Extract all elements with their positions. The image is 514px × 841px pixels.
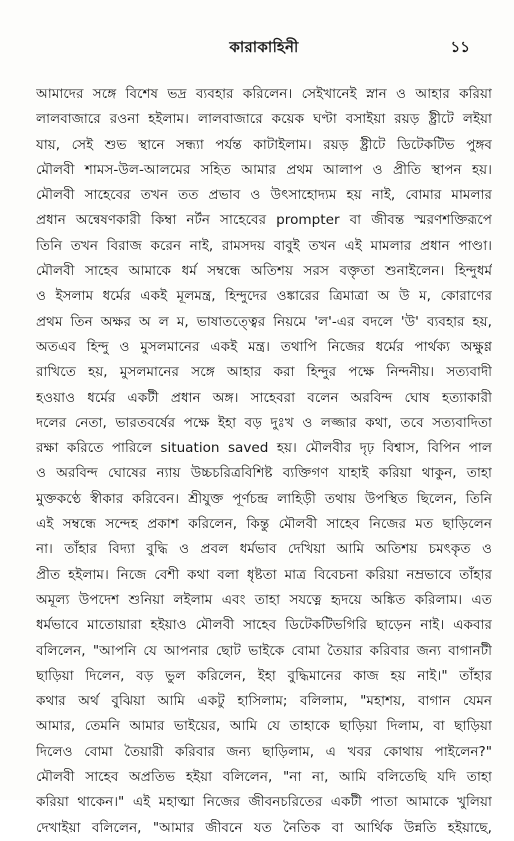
text-line: রক্ষা করিতে পারিলে situation saved হয়। মৌলবীর দৃঢ় বিশ্বাস, বিপিন পাল bbox=[36, 440, 492, 457]
text-line: দলের নেতা, ভারতবর্ষের পক্ষে ইহা বড় দুঃখ ও লজ্জার কথা, তবে সত্যবাদিতা bbox=[36, 414, 492, 431]
text-line: লালবাজারে রওনা হইলাম। লালবাজারে কয়েক ঘণ্টা বসাইয়া রয়ড় ষ্ট্রীটে লইয়া bbox=[36, 111, 492, 128]
page-number: ১১ bbox=[450, 38, 470, 56]
text-line: দেখাইয়া বলিলেন, "আমার জীবনে যত নৈতিক বা আর্থিক উন্নতি হইয়াছে, bbox=[36, 819, 492, 836]
text-line: রাখিতে হয়, মুসলমানের সঙ্গে আহার করা হিন্দুর পক্ষে নিন্দনীয়। সত্যবাদী bbox=[36, 364, 492, 381]
text-line: অমূল্য উপদেশ শুনিয়া লইলাম এবং তাহা সযত্নে হৃদয়ে অঙ্কিত করিলাম। এত bbox=[36, 591, 492, 608]
body-text bbox=[36, 82, 492, 841]
text-line: মৌলবী শামস-উল-আলমের সহিত আমার প্রথম আলাপ ও প্রীতি স্থাপন হয়। bbox=[36, 161, 492, 178]
text-line: হওয়াও ধর্মের একটী প্রধান অঙ্গ। সাহেবরা বলেন অরবিন্দ ঘোষ হত্যাকারী bbox=[36, 389, 492, 406]
text-line: ধর্মভাবে মাতোয়ারা হইয়াও মৌলবী সাহেব ডিটেকটিভগিরি ছাড়েন নাই। একবার bbox=[36, 617, 492, 634]
text-line: অতএব হিন্দু ও মুসলমানের একই মন্ত্র। তথাপি নিজের ধর্মের পার্থক্য অক্ষুণ্ণ bbox=[36, 338, 492, 355]
text-line: মৌলবী সাহেব আমাকে ধর্ম সম্বন্ধে অতিশয় সরস বক্তৃতা শুনাইলেন। হিন্দুধর্ম bbox=[36, 263, 492, 280]
text-line: আমাদের সঙ্গে বিশেষ ভদ্র ব্যবহার করিলেন। সেইখানেই স্নান ও আহার করিয়া bbox=[36, 86, 492, 102]
text-line: মৌলবী সাহেব অপ্রতিভ হইয়া বলিলেন, "না না, আমি বলিতেছি যদি তাহা bbox=[36, 769, 492, 786]
text-line: প্রধান অন্বেষণকারী কিম্বা নর্টন সাহেবের prompter বা জীবন্ত স্মরণশক্তিরূপে bbox=[36, 212, 492, 229]
text-line: ছাড়িয়া দিলেন, বড় ভুল করিলেন, ইহা বুদ্ধিমানের কাজ হয় নাই।" তাঁহার bbox=[36, 667, 492, 684]
text-line: এই সম্বন্ধে সন্দেহ প্রকাশ করিলেন, কিন্তু মৌলবী সাহেব নিজের মত ছাড়িলেন bbox=[36, 516, 492, 533]
text-line: দিলেও বোমা তৈয়ারী করিবার জন্য ছাড়িলাম, এ খবর কোথায় পাইলেন?" bbox=[36, 743, 492, 760]
text-line: প্রথম তিন অক্ষর অ ল ম, ভাষাতত্ত্বের নিয়মে 'ল'-এর বদলে 'উ' ব্যবহার হয়, bbox=[36, 313, 492, 330]
text-line: ও ইসলাম ধর্মের একই মূলমন্ত্র, হিন্দুদের ওঙ্কারের ত্রিমাত্রা অ উ ম, কোরাণের bbox=[36, 288, 492, 305]
text-line: তিনি তখন বিরাজ করেন নাই, রামসদয় বাবুই তখন এই মামলার প্রধান পাণ্ডা। bbox=[36, 237, 492, 254]
text-line: প্রীত হইলাম। নিজে বেশী কথা বলা ধৃষ্টতা মাত্র বিবেচনা করিয়া নম্রভাবে তাঁহার bbox=[36, 566, 492, 583]
text-line: বলিলেন, "আপনি যে আপনার ছোট ভাইকে বোমা তৈয়ার করিবার জন্য বাগানটী bbox=[36, 642, 492, 659]
text-line: না। তাঁহার বিদ্যা বুদ্ধি ও প্রবল ধর্মভাব দেখিয়া আমি অতিশয় চমৎকৃত ও bbox=[36, 541, 492, 558]
text-line: আমার, তেমনি আমার ভাইয়ের, আমি যে তাহাকে ছাড়িয়া দিলাম, বা ছাড়িয়া bbox=[36, 718, 492, 735]
running-header bbox=[36, 36, 492, 66]
running-title: কারাকাহিনী bbox=[229, 38, 299, 56]
text-line: কথার অর্থ বুঝিয়া আমি একটু হাসিলাম; বলিলাম, "মহাশয়, বাগান যেমন bbox=[36, 693, 492, 710]
text-line: করিয়া থাকেন।" এই মহাত্মা নিজের জীবনচরিতের একটী পাতা আমাকে খুলিয়া bbox=[36, 794, 492, 811]
text-line: যায়, সেই শুভ স্থানে সন্ধ্যা পর্যন্ত কাটাইলাম। রয়ড় ষ্ট্রীটে ডিটেকটিভ পুঙ্গব bbox=[36, 136, 492, 153]
text-line: মৌলবী সাহেবের তখন তত প্রভাব ও উৎসাহোদ্যম হয় নাই, বোমার মামলার bbox=[36, 187, 492, 204]
text-line: মুক্তকণ্ঠে স্বীকার করিবেন। শ্রীযুক্ত পূর্ণচন্দ্র লাহিড়ী তথায় উপস্থিত ছিলেন, তিনি bbox=[36, 490, 492, 507]
text-line: ও অরবিন্দ ঘোষের ন্যায় উচ্চচরিত্রবিশিষ্ট ব্যক্তিগণ যাহাই করিয়া থাকুন, তাহা bbox=[36, 465, 492, 482]
